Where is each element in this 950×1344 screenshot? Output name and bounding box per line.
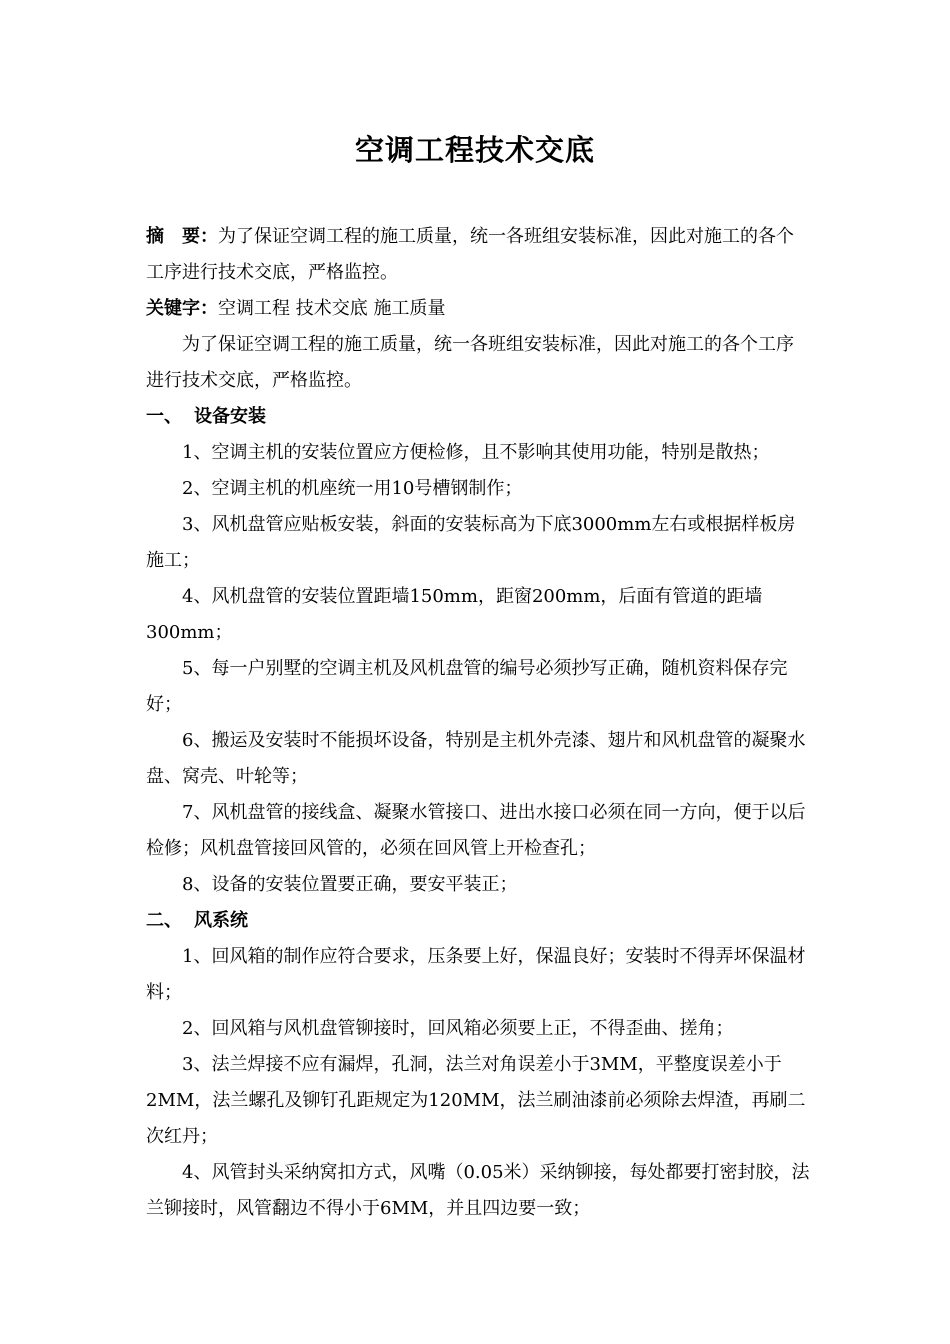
keywords-text: 空调工程 技术交底 施工质量 <box>218 298 446 319</box>
list-item: 2、空调主机的机座统一用10号槽钢制作； <box>182 478 523 499</box>
section-number: 一、 <box>146 406 182 427</box>
section-heading <box>146 399 810 435</box>
intro-paragraph: 为了保证空调工程的施工质量，统一各班组安装标准，因此对施工的各个工序进行技术交底，严格监控。 <box>146 334 794 391</box>
section-title: 设备安装 <box>194 406 266 427</box>
section-heading <box>146 903 810 939</box>
list-item: 1、回风箱的制作应符合要求，压条要上好，保温良好；安装时不得弄坏保温材料； <box>146 946 806 1003</box>
document-title: 空调工程技术交底 <box>354 133 595 167</box>
abstract-text: 为了保证空调工程的施工质量，统一各班组安装标准，因此对施工的各个工序进行技术交底，严格监控。 <box>146 226 794 283</box>
list-item: 8、设备的安装位置要正确，要安平装正； <box>182 874 518 895</box>
document-body <box>146 219 810 1227</box>
list-item: 4、风管封头采纳窝扣方式，风嘴（0.05米）采纳铆接，每处都要打密封胶，法兰铆接时，风管翻边不得小于6MM，并且四边要一致； <box>146 1162 810 1219</box>
list-item: 7、风机盘管的接线盒、凝聚水管接口、进出水接口必须在同一方向，便于以后检修；风机盘管接回风管的，必须在回风管上开检查孔； <box>146 802 806 859</box>
list-item: 3、风机盘管应贴板安装，斜面的安装标高为下底3000mm左右或根据样板房施工； <box>146 514 796 571</box>
list-item: 3、法兰焊接不应有漏焊，孔洞，法兰对角误差小于3MM，平整度误差小于2MM，法兰螺孔及铆钉孔距规定为120MM，法兰刷油漆前必须除去焊渣，再刷二次红丹； <box>146 1054 806 1147</box>
list-item: 6、搬运及安装时不能损坏设备，特别是主机外壳漆、翅片和风机盘管的凝聚水盘、窝壳、叶轮等； <box>146 730 806 787</box>
keywords-paragraph <box>146 291 810 327</box>
list-item: 2、回风箱与风机盘管铆接时，回风箱必须要上正，不得歪曲、搓角； <box>182 1018 734 1039</box>
keywords-label: 关键字： <box>146 298 218 319</box>
section-title: 风系统 <box>194 910 248 931</box>
abstract-label: 摘 要： <box>146 226 218 247</box>
list-item: 5、每一户别墅的空调主机及风机盘管的编号必须抄写正确，随机资料保存完好； <box>146 658 788 715</box>
list-item: 4、风机盘管的安装位置距墙150mm，距窗200mm，后面有管道的距墙300mm； <box>146 586 763 643</box>
section-number: 二、 <box>146 910 182 931</box>
list-item: 1、空调主机的安装位置应方便检修，且不影响其使用功能，特别是散热； <box>182 442 770 463</box>
abstract-paragraph <box>146 219 810 291</box>
